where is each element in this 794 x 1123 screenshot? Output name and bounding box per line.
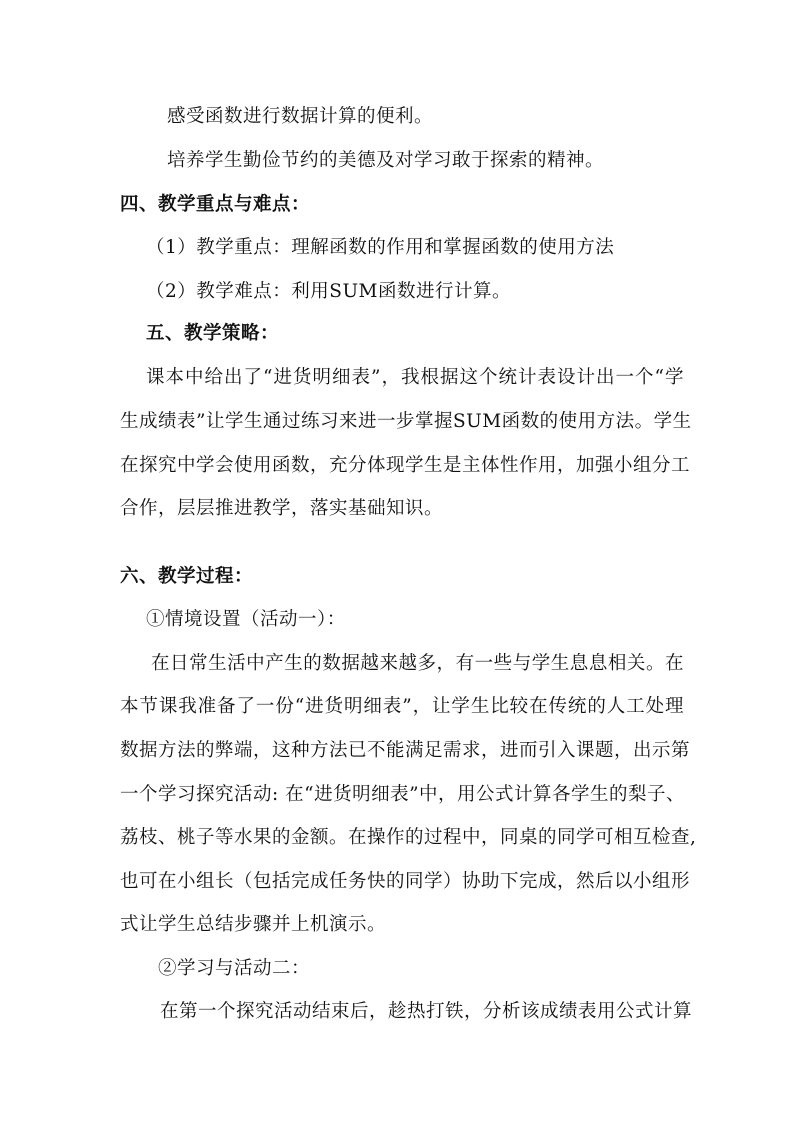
paragraph-line: 也可在小组长（包括完成任务快的同学）协助下完成，然后以小组形 — [120, 871, 691, 892]
paragraph-line: 感受函数进行数据计算的便利。 — [167, 106, 434, 127]
paragraph-line: 本节课我准备了一份“进货明细表”，让学生比较在传统的人工处理 — [120, 696, 684, 717]
section-heading-4: 四、教学重点与难点： — [120, 194, 311, 215]
paragraph-line: 在第一个探究活动结束后，趁热打铁，分析该成绩表用公式计算 — [160, 1001, 693, 1022]
list-item: （1）教学重点：理解函数的作用和掌握函数的使用方法 — [146, 237, 615, 258]
paragraph-line: 式让学生总结步骤并上机演示。 — [120, 914, 387, 935]
section-heading-6: 六、教学过程： — [120, 566, 254, 587]
paragraph-line: 一个学习探究活动: 在“进货明细表”中，用公式计算各学生的梨子、 — [120, 784, 686, 805]
subsection-heading: ②学习与活动二： — [158, 958, 311, 979]
paragraph-line: 合作，层层推进教学，落实基础知识。 — [120, 498, 444, 519]
paragraph-line: 课本中给出了“进货明细表”，我根据这个统计表设计出一个“学 — [146, 367, 684, 388]
paragraph-line: 培养学生勤俭节约的美德及对学习敢于探索的精神。 — [167, 150, 605, 171]
list-item: （2）教学难点：利用SUM函数进行计算。 — [146, 281, 511, 302]
paragraph-line: 荔枝、桃子等水果的金额。在操作的过程中，同桌的同学可相互检查, — [120, 827, 697, 848]
section-heading-5: 五、教学策略： — [146, 323, 280, 344]
paragraph-line: 生成绩表”让学生通过练习来进一步掌握SUM函数的使用方法。学生 — [120, 411, 692, 432]
paragraph-line: 在日常生活中产生的数据越来越多，有一些与学生息息相关。在 — [151, 653, 684, 674]
subsection-heading: ①情境设置（活动一）： — [146, 609, 346, 630]
paragraph-line: 在探究中学会使用函数，充分体现学生是主体性作用，加强小组分工 — [120, 455, 691, 476]
paragraph-line: 数据方法的弊端，这种方法已不能满足需求，进而引入课题，出示第 — [120, 740, 691, 761]
